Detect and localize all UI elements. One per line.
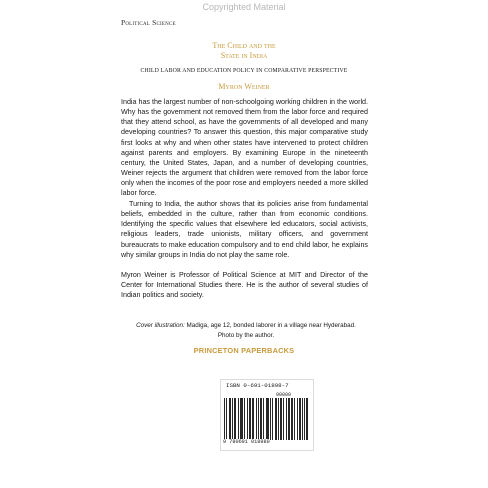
barcode-bar <box>281 398 282 440</box>
barcode-bar <box>302 398 303 440</box>
barcode-bar <box>283 398 284 440</box>
barcode-bar <box>275 398 276 440</box>
barcode-bar <box>304 398 305 440</box>
barcode-bar <box>291 398 292 440</box>
barcode-bar <box>224 398 225 440</box>
description-paragraph-2: Turning to India, the author shows that its policies arise from fundamental beliefs, embedded in the culture, rather than from economic conditions. Identifying the specific values that elsewhere led educators, social activists, religious leaders, trade unionists, military officers, and government bureaucrats to make education compulsory and to end child labor, he explains why similar groups in India do not play the same role. <box>121 200 368 259</box>
barcode-bar <box>292 398 293 440</box>
barcode-bar <box>230 398 231 440</box>
barcode-bar <box>261 398 262 440</box>
barcode-bar <box>256 398 257 440</box>
book-title-line-2: State in India <box>220 51 268 60</box>
barcode-bar <box>238 398 239 440</box>
book-title-line-1: The Child and the <box>212 41 276 50</box>
barcode-bar <box>242 398 243 440</box>
copyright-watermark: Copyrighted Material <box>202 2 286 12</box>
barcode-bar <box>278 398 279 440</box>
barcode-bar <box>244 398 245 440</box>
barcode-bar <box>280 398 281 440</box>
barcode-bar <box>234 398 235 440</box>
barcode-bar <box>289 398 290 440</box>
barcode-bar <box>288 398 289 440</box>
barcode-bar <box>232 398 233 440</box>
price-code: 90000 <box>276 392 292 398</box>
barcode-bar <box>266 398 267 440</box>
barcode-bar <box>253 398 254 440</box>
barcode-bar <box>299 398 300 440</box>
book-subtitle: CHILD LABOR AND EDUCATION POLICY IN COMPARATIVE PERSPECTIVE <box>140 68 348 74</box>
barcode-bar <box>241 398 242 440</box>
cover-illustration-label: Cover illustration: <box>136 322 185 329</box>
barcode-bar <box>258 398 259 440</box>
barcode-bar <box>226 398 227 440</box>
barcode-bar <box>272 398 273 440</box>
barcode-bar <box>286 398 287 440</box>
barcode-bar <box>268 398 269 440</box>
barcode-bar <box>267 398 268 440</box>
barcode-bar <box>247 398 248 440</box>
barcode-bar <box>260 398 261 440</box>
publisher-imprint: PRINCETON PAPERBACKS <box>193 346 295 355</box>
barcode-bar <box>263 398 264 440</box>
barcode-digits: 9 780691 018980 <box>223 439 270 445</box>
barcode-bar <box>252 398 253 440</box>
cover-illustration-text: Madiga, age 12, bonded laborer in a village near Hyderabad. Photo by the author. <box>184 322 356 339</box>
barcode-bar <box>294 398 295 440</box>
barcode-bar <box>297 398 298 440</box>
series-label: Political Science <box>121 18 176 27</box>
barcode-bar <box>300 398 301 440</box>
description-paragraph-1: India has the largest number of non-schoolgoing working children in the world. Why has the government not removed them from the labor force and required that they attend school, as have the governments of all developed and many developing countries? To answer this question, this major comparative study first looks at why and when other states have intervened to protect children against parents and employers. By examining Europe in the nineteenth century, the United States, Japan, and a number of developing countries, Weiner rejects the argument that children were removed from the labor force only when the incomes of the poor rose and employers needed a more skilled labor force. <box>121 98 368 198</box>
barcode-icon <box>224 398 308 440</box>
isbn-text: ISBN 0-691-01898-7 <box>226 382 289 389</box>
barcode-bar <box>307 398 308 440</box>
barcode-bar <box>235 398 236 440</box>
barcode-bar <box>306 398 307 440</box>
barcode-bar <box>270 398 271 440</box>
book-author: Myron Weiner <box>218 82 270 91</box>
barcode-bar <box>276 398 277 440</box>
barcode-bar <box>229 398 230 440</box>
barcode-bar <box>240 398 241 440</box>
author-bio-paragraph: Myron Weiner is Professor of Political Science at MIT and Director of the Center for International Studies there. He is the author of several studies of Indian politics and society. <box>121 271 368 300</box>
barcode-bar <box>250 398 251 440</box>
book-title <box>0 41 488 61</box>
barcode-bar <box>249 398 250 440</box>
cover-illustration-credit <box>131 321 361 341</box>
